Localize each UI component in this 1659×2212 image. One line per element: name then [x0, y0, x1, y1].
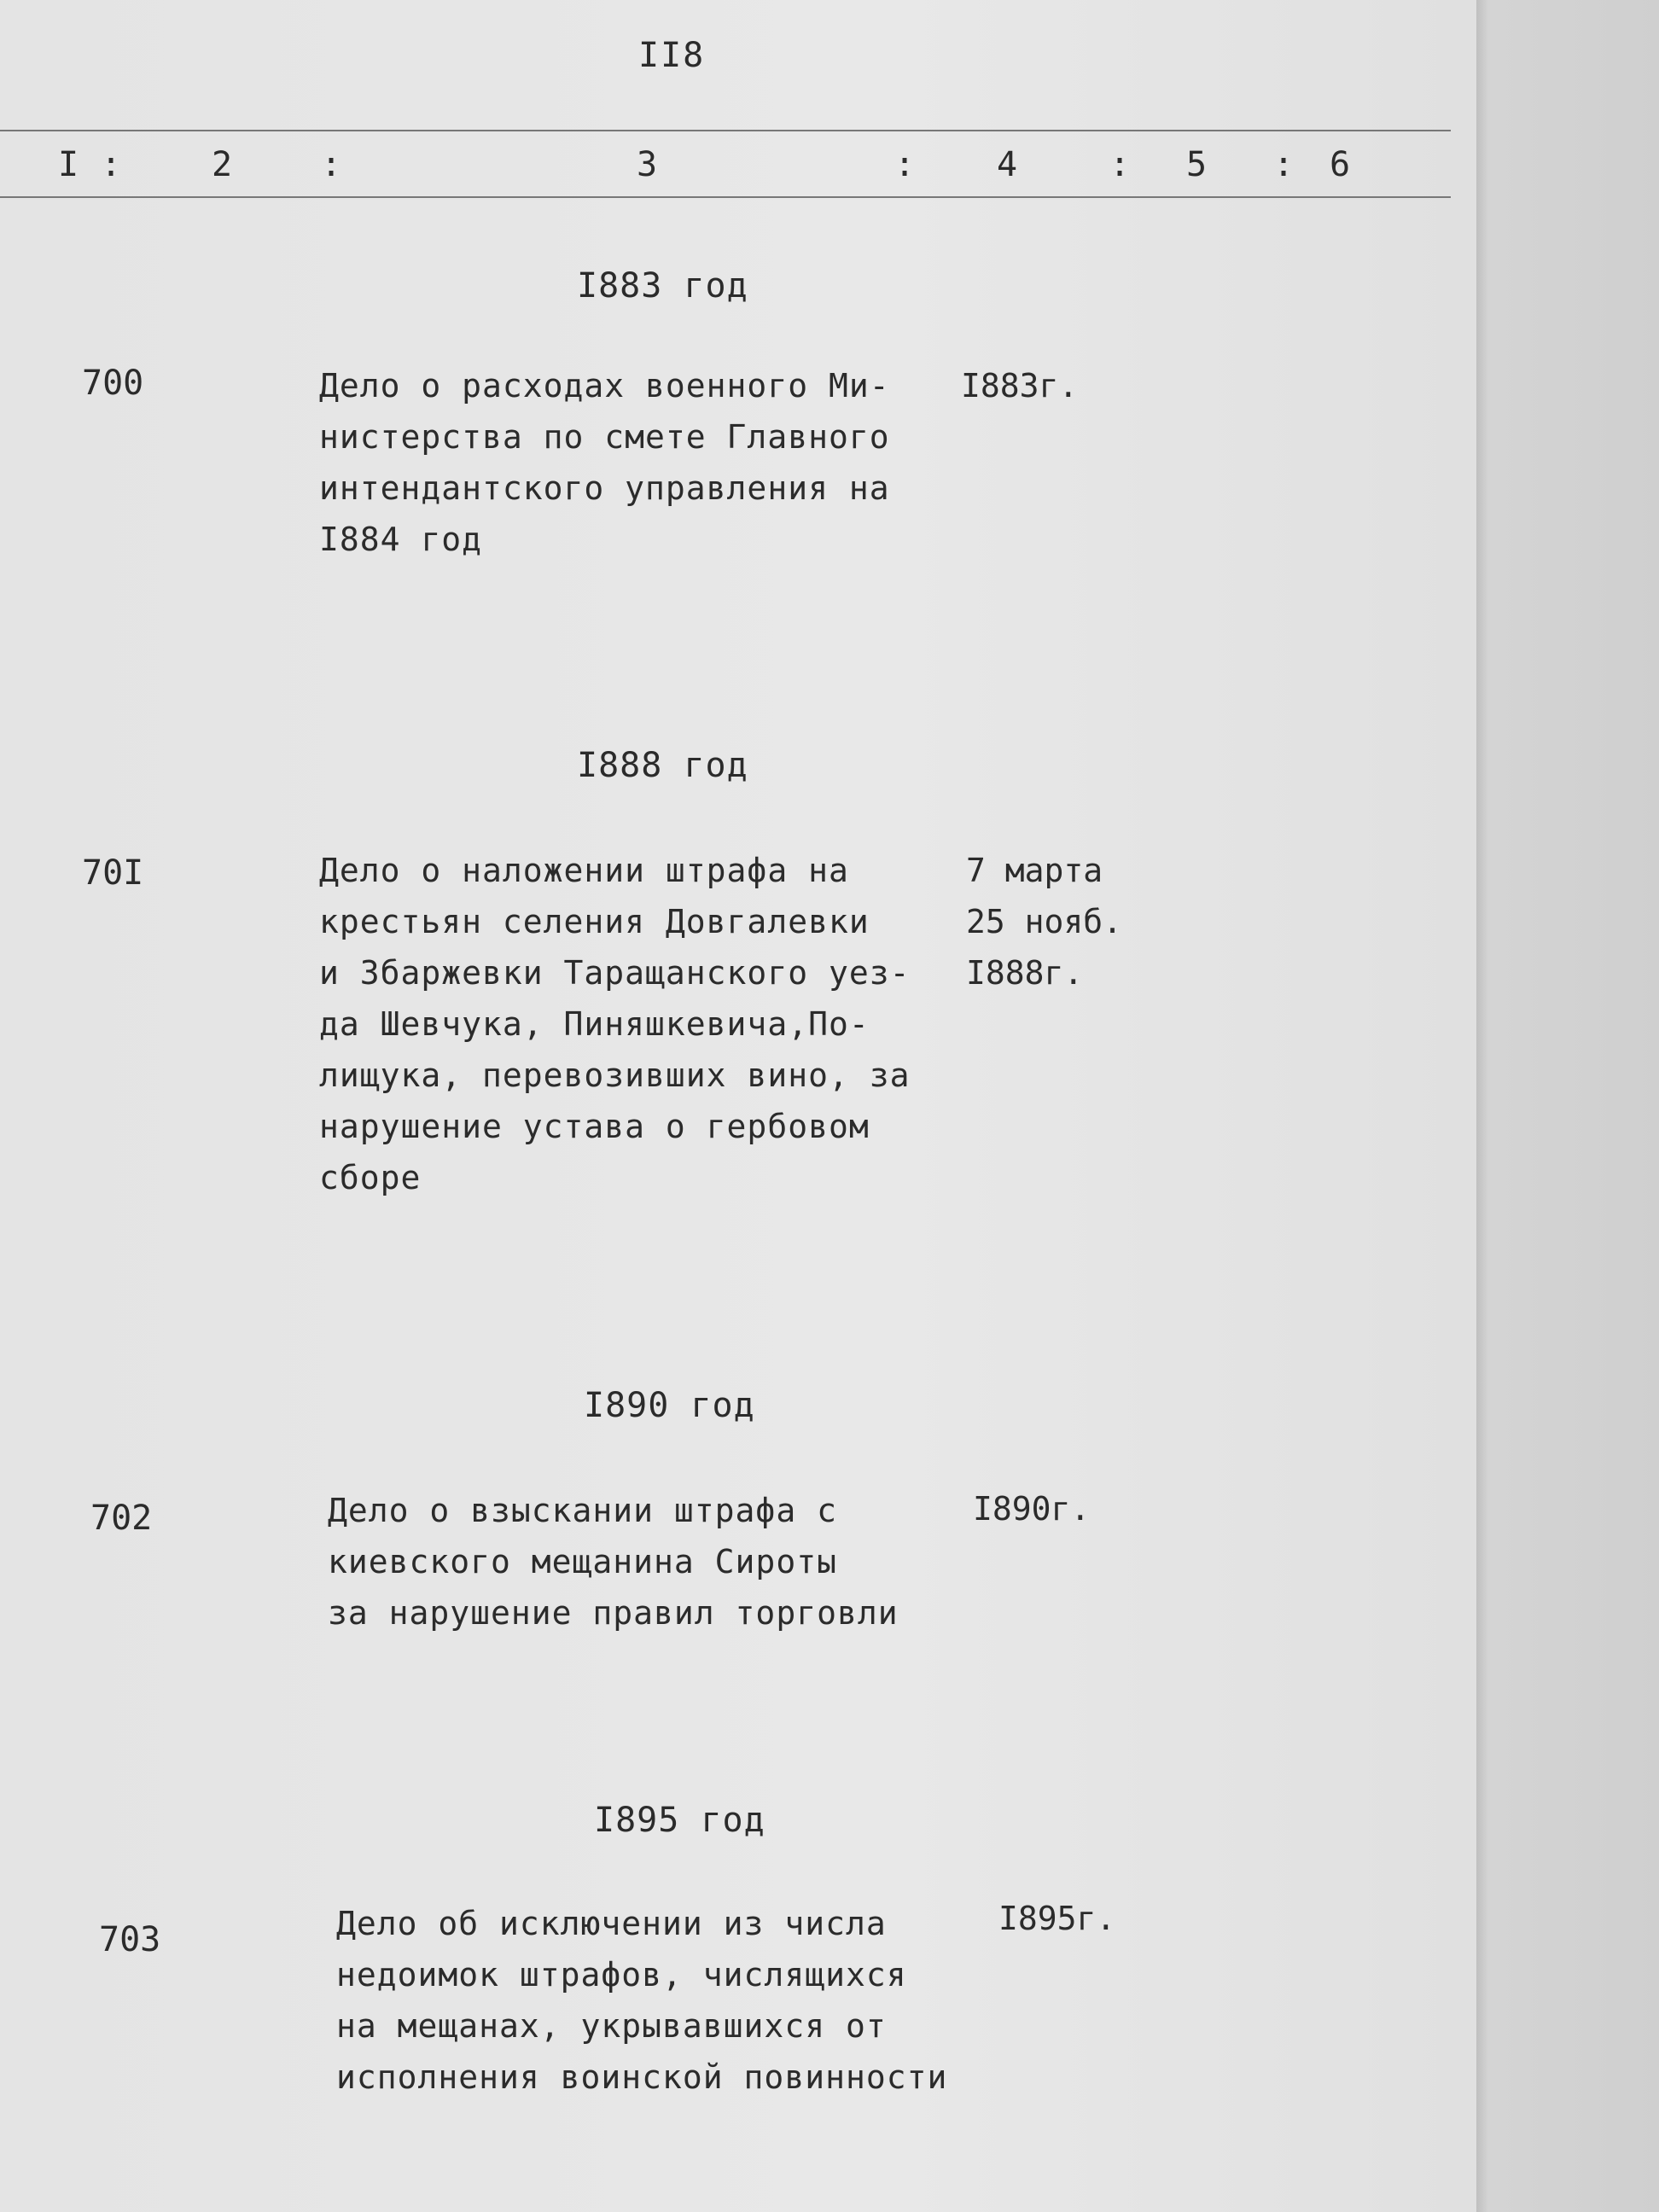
entry-date: [966, 845, 1122, 998]
entry-number: 702: [90, 1499, 153, 1538]
entry-title-line: интендантского управления на: [319, 469, 890, 507]
entry-title-line: крестьян селения Довгалевки: [319, 903, 870, 940]
page-edge-shadow: [1476, 0, 1659, 2212]
entry-title-line: недоимок штрафов, числящихся: [336, 1956, 907, 1994]
entry-date-line: I883г.: [961, 367, 1079, 405]
header-rule-bottom: [0, 196, 1451, 198]
page-number: II8: [638, 36, 706, 75]
column-separator: :: [894, 145, 916, 184]
entry-title-line: лищука, перевозивших вино, за: [319, 1057, 911, 1094]
entry-date: [998, 1893, 1115, 1944]
entry-title-line: за нарушение правил торговли: [328, 1594, 899, 1632]
entry-title-line: исполнения воинской повинности: [336, 2058, 948, 2096]
column-separator: :: [1109, 145, 1131, 184]
entry-title-line: да Шевчука, Пиняшкевича,По-: [319, 1005, 870, 1043]
entry-title-line: Дело о расходах военного Ми-: [319, 367, 890, 405]
entry-title-line: Дело о взыскании штрафа с: [328, 1492, 837, 1529]
year-heading: I883 год: [577, 266, 748, 306]
entry-title-line: и Збаржевки Таращанского уез-: [319, 954, 911, 992]
column-header-2: 2: [212, 145, 233, 184]
entry-title-line: киевского мещанина Сироты: [328, 1543, 837, 1580]
entry-title-line: на мещанах, укрывавшихся от: [336, 2007, 887, 2045]
entry-number: 703: [99, 1920, 161, 1959]
column-header-4: 4: [997, 145, 1018, 184]
entry-date-line: I890г.: [973, 1490, 1091, 1528]
entry-number: 700: [82, 364, 144, 403]
entry-title: [336, 1898, 947, 2103]
year-heading: I890 год: [584, 1386, 755, 1425]
entry-date-line: I888г.: [966, 954, 1084, 992]
column-separator: :: [321, 145, 342, 184]
entry-title-line: нарушение устава о гербовом: [319, 1108, 870, 1145]
entry-date-line: 7 марта: [966, 852, 1103, 889]
entry-title-line: Дело об исключении из числа: [336, 1905, 887, 1942]
header-rule-top: [0, 130, 1451, 131]
entry-title-line: I884 год: [319, 521, 483, 558]
year-heading: I895 год: [594, 1801, 765, 1840]
entry-title-line: нистерства по смете Главного: [319, 418, 890, 456]
entry-date: [973, 1483, 1090, 1534]
year-heading: I888 год: [577, 746, 748, 785]
column-header-6: 6: [1330, 145, 1351, 184]
entry-title: [319, 845, 910, 1203]
column-header-5: 5: [1186, 145, 1208, 184]
entry-date-line: 25 нояб.: [966, 903, 1123, 940]
column-separator: :: [1273, 145, 1295, 184]
entry-title-line: Дело о наложении штрафа на: [319, 852, 849, 889]
entry-date: [961, 360, 1078, 411]
entry-title-line: сборе: [319, 1159, 422, 1196]
column-header-3: 3: [637, 145, 658, 184]
entry-number: 70I: [82, 853, 144, 893]
column-separator: :: [101, 145, 122, 184]
column-header-1: I: [58, 145, 79, 184]
entry-title: [328, 1485, 899, 1639]
entry-title: [319, 360, 890, 565]
entry-date-line: I895г.: [998, 1900, 1116, 1937]
